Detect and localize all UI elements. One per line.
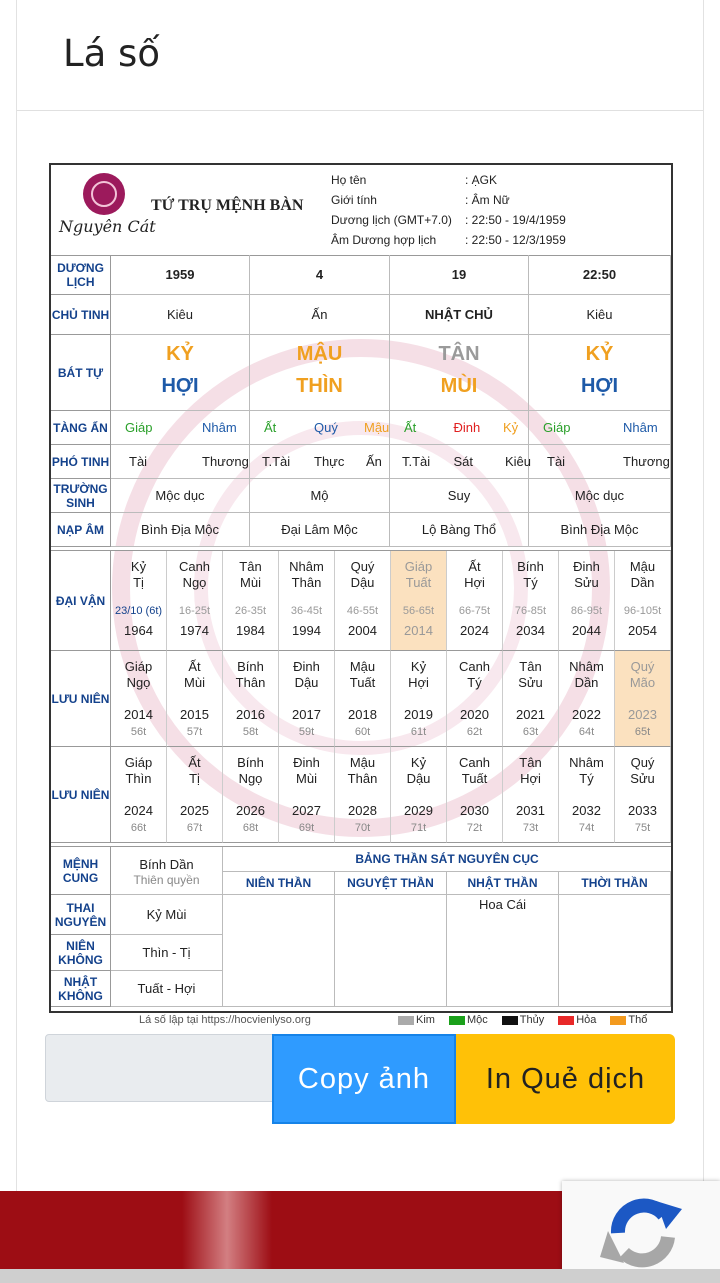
than-sat-header: NIÊN THẦN: [223, 871, 335, 895]
row-label-dai_van: ĐẠI VẬN: [51, 551, 111, 651]
print-que-dich-button[interactable]: In Quẻ dịch: [456, 1034, 675, 1124]
luu_nien_1-can: Ất: [188, 659, 201, 674]
luu_nien_2-can: Mậu: [349, 755, 376, 770]
bat-tu-chi: THÌN: [296, 375, 343, 397]
than-sat-title: BẢNG THẦN SÁT NGUYÊN CỤC: [223, 847, 671, 872]
dai_van-year: 2014: [404, 623, 433, 638]
thai_nguyen-value: Kỷ Mùi: [111, 895, 223, 935]
dai_van-age: 56-65t: [402, 605, 435, 617]
legend-swatch: [398, 1016, 414, 1025]
luu_nien_1-can: Đinh: [293, 659, 320, 674]
dai_van-age: 36-45t: [290, 605, 323, 617]
row-label-pho_tinh: PHÓ TINH: [51, 445, 111, 479]
bat-tu-can: MẬU: [296, 343, 343, 365]
bat-tu-cell: [250, 335, 390, 411]
luu_nien_2-cell: [279, 747, 335, 843]
info-value: : 22:50 - 12/3/1959: [465, 233, 566, 247]
luu_nien_2-age: 70t: [354, 822, 371, 834]
card-header: [17, 0, 703, 111]
chu_tinh-cell: NHẬT CHỦ: [390, 295, 529, 335]
pho-tinh-item: T.Tài: [402, 454, 431, 469]
luu_nien_2-age: 66t: [130, 822, 147, 834]
than-sat-value: Hoa Cái: [447, 895, 559, 1007]
dai_van-cell: [503, 551, 559, 651]
luu_nien_1-year: 2018: [348, 707, 377, 722]
duong_lich-cell: 1959: [111, 255, 250, 295]
dai_van-age: 86-95t: [570, 605, 603, 617]
nap_am-cell: Lộ Bàng Thổ: [390, 513, 529, 547]
luu_nien_1-cell: [111, 651, 167, 747]
than-sat-header: THỜI THẦN: [559, 871, 671, 895]
legend-item: [610, 1014, 647, 1026]
dai_van-can: Ất: [468, 559, 481, 574]
row-label-thai_nguyen: THAI NGUYÊN: [51, 895, 111, 935]
luu_nien_1-cell: [559, 651, 615, 747]
dai_van-can: Nhâm: [289, 559, 324, 574]
dai_van-chi: Dần: [630, 575, 655, 590]
legend-item: [502, 1014, 544, 1026]
luu_nien_1-chi: Dậu: [294, 675, 319, 690]
luu_nien_2-cell: [615, 747, 671, 843]
pho-tinh-item: Tài: [547, 454, 566, 469]
dai_van-can: Mậu: [629, 559, 656, 574]
luu_nien_1-cell: [335, 651, 391, 747]
luu_nien_2-age: 72t: [466, 822, 483, 834]
dai_van-age: 76-85t: [514, 605, 547, 617]
luu_nien_2-can: Giáp: [124, 755, 153, 770]
dai_van-chi: Hợi: [464, 575, 485, 590]
luu_nien_2-cell: [503, 747, 559, 843]
duong_lich-cell: 19: [390, 255, 529, 295]
luu_nien_2-year: 2024: [124, 803, 153, 818]
copy-image-button[interactable]: Copy ảnh: [272, 1034, 456, 1124]
dai_van-can: Kỷ: [130, 559, 147, 574]
nien_khong-value: Thìn - Tị: [111, 935, 223, 971]
info-label: Giới tính: [331, 193, 377, 207]
menh-cung-cell: [111, 847, 223, 895]
row-label-bat_tu: BÁT TỰ: [51, 335, 111, 411]
menh-cung-value: Bính Dần: [139, 857, 194, 872]
tang-an-item: Đinh: [453, 420, 481, 435]
luu_nien_2-year: 2032: [572, 803, 601, 818]
luu_nien_1-year: 2015: [180, 707, 209, 722]
luu_nien_2-can: Ất: [188, 755, 201, 770]
dai_van-cell: [391, 551, 447, 651]
luu_nien_1-age: 62t: [466, 726, 483, 738]
dai_van-cell: [167, 551, 223, 651]
tang-an-item: Nhâm: [623, 420, 658, 435]
luu_nien_1-chi: Dần: [574, 675, 599, 690]
luu_nien_1-year: 2020: [460, 707, 489, 722]
luu_nien_1-cell: [447, 651, 503, 747]
luu_nien_2-age: 74t: [578, 822, 595, 834]
luu_nien_2-year: 2033: [628, 803, 657, 818]
tu-tru-chart-image: [49, 163, 673, 1013]
dai_van-age: 66-75t: [458, 605, 491, 617]
dai_van-age: 46-55t: [346, 605, 379, 617]
bat-tu-chi: HỢI: [580, 375, 619, 397]
luu_nien_1-cell: [391, 651, 447, 747]
nhat_khong-value: Tuất - Hợi: [111, 971, 223, 1007]
truong_sinh-cell: Mộc dục: [111, 479, 250, 513]
dai_van-chi: Tuất: [405, 575, 432, 590]
dai_van-chi: Mùi: [240, 575, 261, 590]
luu_nien_1-chi: Sửu: [518, 675, 543, 690]
dai_van-year: 1964: [124, 623, 153, 638]
legend-swatch: [502, 1016, 518, 1025]
luu_nien_2-can: Bính: [237, 755, 264, 770]
duong_lich-cell: 4: [250, 255, 390, 295]
info-value: : 22:50 - 19/4/1959: [465, 213, 566, 227]
luu_nien_2-cell: [447, 747, 503, 843]
dai_van-year: 2004: [348, 623, 377, 638]
pho-tinh-item: Thương: [202, 454, 249, 469]
legend-swatch: [610, 1016, 626, 1025]
luu_nien_2-chi: Hợi: [520, 771, 541, 786]
luu_nien_2-chi: Thân: [347, 771, 378, 786]
luu_nien_2-can: Canh: [458, 755, 491, 770]
luu_nien_2-cell: [559, 747, 615, 843]
dai_van-cell: [335, 551, 391, 651]
luu_nien_2-cell: [335, 747, 391, 843]
luu_nien_1-age: 58t: [242, 726, 259, 738]
dai_van-chi: Thân: [291, 575, 322, 590]
legend-label: Hỏa: [576, 1014, 597, 1026]
dai_van-chi: Tý: [523, 575, 538, 590]
pho-tinh-cell: [111, 445, 250, 479]
luu_nien_1-chi: Mão: [629, 675, 656, 690]
luu_nien_2-year: 2028: [348, 803, 377, 818]
than-sat-header: NGUYỆT THẦN: [335, 871, 447, 895]
pho-tinh-item: Ấn: [366, 454, 382, 469]
luu_nien_1-age: 64t: [578, 726, 595, 738]
luu_nien_1-cell: [615, 651, 671, 747]
luu_nien_2-year: 2029: [404, 803, 433, 818]
dai_van-chi: Tị: [133, 575, 144, 590]
luu_nien_2-can: Tân: [519, 755, 542, 770]
luu_nien_1-year: 2021: [516, 707, 545, 722]
luu_nien_2-cell: [167, 747, 223, 843]
luu_nien_1-age: 61t: [410, 726, 427, 738]
luu_nien_1-can: Kỷ: [410, 659, 427, 674]
luu_nien_1-year: 2022: [572, 707, 601, 722]
recaptcha-badge[interactable]: [562, 1181, 720, 1273]
legend-label: Kim: [416, 1014, 435, 1026]
dai_van-cell: [615, 551, 671, 651]
luu_nien_1-chi: Ngọ: [126, 675, 151, 690]
logo-icon: [83, 173, 125, 215]
luu_nien_1-year: 2014: [124, 707, 153, 722]
row-label-nap_am: NẠP ÂM: [51, 513, 111, 547]
luu_nien_2-year: 2025: [180, 803, 209, 818]
menh-cung-sub: Thiên quyền: [133, 873, 200, 887]
bat-tu-can: KỶ: [585, 343, 614, 365]
tang-an-cell: [111, 411, 250, 445]
dai_van-age: 26-35t: [234, 605, 267, 617]
tang-an-item: Giáp: [543, 420, 571, 435]
tang-an-item: Ất: [404, 420, 417, 435]
luu_nien_1-can: Tân: [519, 659, 542, 674]
dai_van-cell: [223, 551, 279, 651]
dai_van-chi: Ngọ: [182, 575, 207, 590]
luu_nien_2-year: 2030: [460, 803, 489, 818]
bat-tu-cell: [529, 335, 671, 411]
legend-label: Mộc: [466, 1014, 488, 1026]
legend-item: [449, 1014, 488, 1026]
luu_nien_1-chi: Tuất: [349, 675, 376, 690]
luu_nien_2-year: 2027: [292, 803, 321, 818]
luu_nien_1-age: 56t: [130, 726, 147, 738]
row-label-chu_tinh: CHỦ TINH: [51, 295, 111, 335]
luu_nien_2-age: 75t: [634, 822, 651, 834]
pho-tinh-item: Tài: [129, 454, 148, 469]
dai_van-can: Bính: [517, 559, 544, 574]
luu_nien_2-chi: Thìn: [125, 771, 152, 786]
pho-tinh-item: Kiêu: [505, 454, 532, 469]
legend-swatch: [558, 1016, 574, 1025]
luu_nien_2-can: Nhâm: [569, 755, 604, 770]
chu_tinh-cell: Kiêu: [111, 295, 250, 335]
duong_lich-cell: 22:50: [529, 255, 671, 295]
luu_nien_2-can: Kỷ: [410, 755, 427, 770]
pho-tinh-item: Thực: [314, 454, 345, 469]
tang-an-item: Mậu: [364, 420, 390, 435]
row-label-tang_an: TÀNG ẨN: [51, 411, 111, 445]
luu_nien_1-can: Nhâm: [569, 659, 604, 674]
legend-label: Thủy: [519, 1014, 545, 1026]
row-label-duong_lich: DƯƠNG LỊCH: [51, 255, 111, 295]
luu_nien_2-age: 71t: [410, 822, 427, 834]
pho-tinh-item: Thương: [623, 454, 670, 469]
luu_nien_2-age: 68t: [242, 822, 259, 834]
tang-an-item: Giáp: [125, 420, 153, 435]
ad-banner-highlight: [182, 1191, 272, 1269]
luu_nien_2-age: 73t: [522, 822, 539, 834]
info-label: Âm Dương hợp lịch: [331, 233, 437, 247]
dai_van-cell: [447, 551, 503, 651]
luu_nien_1-age: 65t: [634, 726, 651, 738]
nap_am-cell: Bình Địa Mộc: [529, 513, 671, 547]
element-legend: [398, 1014, 647, 1026]
dai_van-age: 16-25t: [178, 605, 211, 617]
dai_van-age: 23/10 (6t): [114, 605, 163, 617]
luu_nien_2-cell: [223, 747, 279, 843]
luu_nien_2-age: 69t: [298, 822, 315, 834]
luu_nien_1-age: 60t: [354, 726, 371, 738]
nap_am-cell: Bình Địa Mộc: [111, 513, 250, 547]
than-sat-header: NHẬT THẦN: [447, 871, 559, 895]
bat-tu-cell: [111, 335, 250, 411]
row-label-nhat_khong: NHẬT KHÔNG: [51, 971, 111, 1007]
tang-an-item: Ất: [264, 420, 277, 435]
nap_am-cell: Đại Lâm Mộc: [250, 513, 390, 547]
luu_nien_1-can: Bính: [237, 659, 264, 674]
pho-tinh-item: T.Tài: [262, 454, 291, 469]
truong_sinh-cell: Mộ: [250, 479, 390, 513]
dai_van-year: 2044: [572, 623, 601, 638]
pho-tinh-cell: [390, 445, 532, 479]
tang-an-item: Quý: [314, 420, 338, 435]
info-value: : Âm Nữ: [465, 193, 510, 207]
tang-an-cell: [250, 411, 390, 445]
luu_nien_2-chi: Dậu: [406, 771, 431, 786]
footer-note: Lá số lập tại https://hocvienlyso.org: [139, 1014, 311, 1026]
bat-tu-can: TÂN: [438, 343, 480, 365]
info-label: Họ tên: [331, 173, 367, 187]
dai_van-age: 96-105t: [623, 605, 662, 617]
luu_nien_2-age: 67t: [186, 822, 203, 834]
bottom-bar: [0, 1269, 720, 1283]
luu_nien_1-age: 63t: [522, 726, 539, 738]
info-label: Dương lịch (GMT+7.0): [331, 213, 452, 227]
dai_van-can: Quý: [350, 559, 375, 574]
pho-tinh-cell: [250, 445, 390, 479]
dai_van-year: 1984: [236, 623, 265, 638]
dai_van-cell: [279, 551, 335, 651]
chu_tinh-cell: Kiêu: [529, 295, 671, 335]
truong_sinh-cell: Suy: [390, 479, 529, 513]
bat-tu-can: KỶ: [166, 343, 194, 365]
dai_van-year: 1994: [292, 623, 321, 638]
legend-item: [558, 1014, 596, 1026]
luu_nien_1-can: Giáp: [124, 659, 153, 674]
dai_van-can: Đinh: [573, 559, 600, 574]
pho-tinh-item: Sát: [453, 454, 474, 469]
row-label-menh_cung: MỆNH CUNG: [51, 847, 111, 895]
row-label-truong_sinh: TRƯỜNG SINH: [51, 479, 111, 513]
row-label-nien_khong: NIÊN KHÔNG: [51, 935, 111, 971]
luu_nien_1-chi: Tý: [467, 675, 482, 690]
luu_nien_1-year: 2016: [236, 707, 265, 722]
text-field[interactable]: [45, 1034, 285, 1102]
luu_nien_1-can: Mậu: [349, 659, 376, 674]
logo-text: Nguyên Cát: [59, 217, 156, 236]
pho-tinh-cell: [529, 445, 671, 479]
luu_nien_2-can: Quý: [630, 755, 655, 770]
tang-an-cell: [529, 411, 671, 445]
chart-title: TỨ TRỤ MỆNH BÀN: [151, 197, 304, 214]
luu_nien_2-chi: Ngọ: [238, 771, 263, 786]
luu_nien_2-chi: Tý: [579, 771, 594, 786]
bat-tu-cell: [390, 335, 529, 411]
luu_nien_1-can: Quý: [630, 659, 655, 674]
tang-an-cell: [390, 411, 529, 445]
legend-label: Thổ: [628, 1014, 648, 1026]
luu_nien_1-age: 59t: [298, 726, 315, 738]
luu_nien_1-cell: [223, 651, 279, 747]
dai_van-year: 1974: [180, 623, 209, 638]
dai_van-can: Tân: [239, 559, 262, 574]
dai_van-cell: [559, 551, 615, 651]
tang-an-item: Kỷ: [503, 420, 519, 435]
dai_van-year: 2024: [460, 623, 489, 638]
luu_nien_2-chi: Tị: [189, 771, 200, 786]
dai_van-can: Giáp: [404, 559, 433, 574]
luu_nien_1-cell: [279, 651, 335, 747]
row-label-luu_nien: LƯU NIÊN: [51, 747, 111, 843]
chu_tinh-cell: Ấn: [250, 295, 390, 335]
luu_nien_2-chi: Tuất: [461, 771, 488, 786]
luu_nien_1-chi: Hợi: [408, 675, 429, 690]
luu_nien_1-chi: Thân: [235, 675, 266, 690]
dai_van-year: 2034: [516, 623, 545, 638]
dai_van-chi: Sửu: [574, 575, 599, 590]
tang-an-item: Nhâm: [202, 420, 237, 435]
dai_van-can: Canh: [178, 559, 211, 574]
dai_van-cell: [111, 551, 167, 651]
luu_nien_2-chi: Sửu: [630, 771, 655, 786]
bat-tu-chi: MÙI: [440, 375, 478, 397]
luu_nien_1-age: 57t: [186, 726, 203, 738]
luu_nien_1-cell: [167, 651, 223, 747]
than-sat-value: [559, 895, 671, 1007]
dai_van-year: 2054: [628, 623, 657, 638]
legend-item: [398, 1014, 435, 1026]
bat-tu-chi: HỢI: [161, 375, 199, 397]
dai_van-chi: Dậu: [350, 575, 375, 590]
legend-swatch: [449, 1016, 465, 1025]
recaptcha-icon: [598, 1191, 688, 1271]
luu_nien_2-year: 2031: [516, 803, 545, 818]
truong_sinh-cell: Mộc dục: [529, 479, 671, 513]
luu_nien_2-cell: [391, 747, 447, 843]
luu_nien_1-year: 2019: [404, 707, 433, 722]
info-value: : ẠGK: [465, 173, 498, 187]
page-title: Lá số: [63, 32, 160, 75]
than-sat-value: [223, 895, 335, 1007]
luu_nien_2-year: 2026: [236, 803, 265, 818]
luu_nien_1-chi: Mùi: [184, 675, 205, 690]
luu_nien_2-cell: [111, 747, 167, 843]
row-label-luu_nien: LƯU NIÊN: [51, 651, 111, 747]
than-sat-value: [335, 895, 447, 1007]
luu_nien_1-can: Canh: [458, 659, 491, 674]
luu_nien_2-chi: Mùi: [296, 771, 317, 786]
luu_nien_1-year: 2023: [628, 707, 657, 722]
luu_nien_2-can: Đinh: [293, 755, 320, 770]
luu_nien_1-cell: [503, 651, 559, 747]
chart-header: [51, 165, 671, 256]
luu_nien_1-year: 2017: [292, 707, 321, 722]
